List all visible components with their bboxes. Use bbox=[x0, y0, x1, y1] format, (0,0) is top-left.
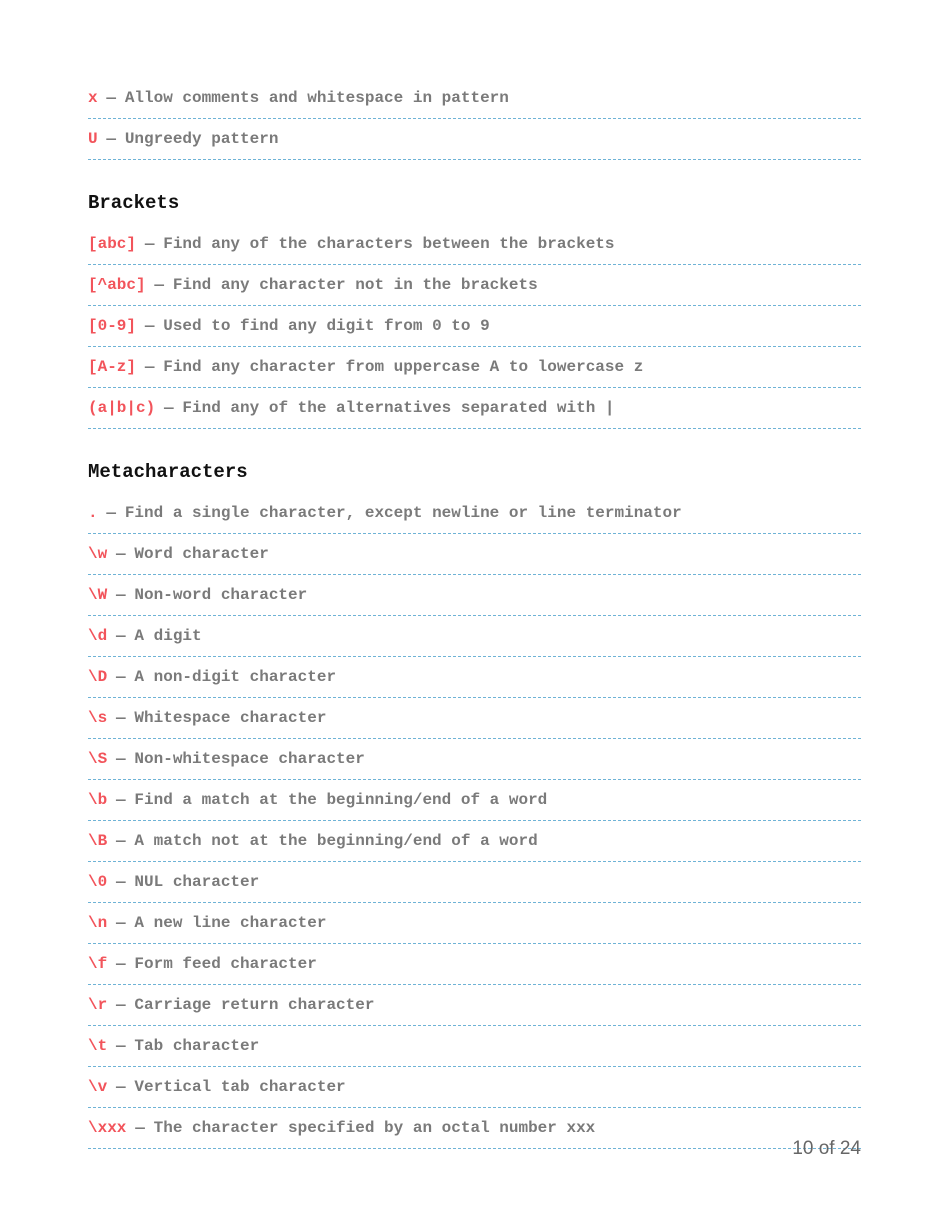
list-item bbox=[88, 1026, 861, 1067]
page-number: 10 of 24 bbox=[792, 1138, 861, 1159]
regex-description: Find any of the alternatives separated with | bbox=[182, 399, 615, 417]
regex-description: A match not at the beginning/end of a word bbox=[134, 832, 538, 850]
regex-code: [^abc] bbox=[88, 276, 146, 294]
regex-code: \B bbox=[88, 832, 108, 850]
regex-description: Carriage return character bbox=[134, 996, 375, 1014]
regex-description: Find a single character, except newline or line terminator bbox=[124, 504, 682, 522]
list-item bbox=[88, 780, 861, 821]
dash: — bbox=[116, 955, 126, 973]
list-item bbox=[88, 903, 861, 944]
regex-description: Find any character from uppercase A to lowercase z bbox=[163, 358, 644, 376]
regex-code: \n bbox=[88, 914, 108, 932]
dash: — bbox=[116, 545, 126, 563]
brackets-list bbox=[88, 224, 861, 429]
list-item bbox=[88, 821, 861, 862]
list-item bbox=[88, 306, 861, 347]
regex-description: Tab character bbox=[134, 1037, 260, 1055]
list-item bbox=[88, 388, 861, 429]
regex-code: [abc] bbox=[88, 235, 137, 253]
dash: — bbox=[144, 358, 155, 376]
list-item bbox=[88, 1067, 861, 1108]
regex-code: \W bbox=[88, 586, 108, 604]
dash: — bbox=[164, 399, 174, 417]
dash: — bbox=[144, 317, 155, 335]
list-item bbox=[88, 616, 861, 657]
list-item bbox=[88, 985, 861, 1026]
regex-description: Whitespace character bbox=[134, 709, 327, 727]
regex-code: \S bbox=[88, 750, 108, 768]
regex-code: (a|b|c) bbox=[88, 399, 156, 417]
regex-description: Find any character not in the brackets bbox=[172, 276, 538, 294]
list-item bbox=[88, 698, 861, 739]
regex-description: Allow comments and whitespace in pattern bbox=[124, 89, 509, 107]
regex-description: Form feed character bbox=[134, 955, 317, 973]
regex-description: Non-whitespace character bbox=[134, 750, 365, 768]
dash: — bbox=[116, 832, 126, 850]
dash: — bbox=[116, 873, 126, 891]
regex-code: . bbox=[88, 504, 98, 522]
regex-description: Word character bbox=[134, 545, 269, 563]
dash: — bbox=[144, 235, 155, 253]
dash: — bbox=[116, 586, 126, 604]
dash: — bbox=[154, 276, 165, 294]
regex-code: \r bbox=[88, 996, 108, 1014]
regex-code: \d bbox=[88, 627, 108, 645]
regex-description: Ungreedy pattern bbox=[124, 130, 279, 148]
dash: — bbox=[116, 750, 126, 768]
list-item bbox=[88, 739, 861, 780]
list-item bbox=[88, 493, 861, 534]
regex-description: Find any of the characters between the brackets bbox=[163, 235, 615, 253]
modifiers-list bbox=[88, 78, 861, 160]
dash: — bbox=[116, 668, 126, 686]
regex-code: \D bbox=[88, 668, 108, 686]
dash: — bbox=[106, 89, 117, 107]
regex-code: \0 bbox=[88, 873, 108, 891]
dash: — bbox=[116, 1037, 126, 1055]
dash: — bbox=[116, 791, 126, 809]
regex-description: Vertical tab character bbox=[134, 1078, 346, 1096]
dash: — bbox=[116, 709, 126, 727]
list-item bbox=[88, 347, 861, 388]
regex-code: U bbox=[88, 130, 98, 148]
list-item bbox=[88, 657, 861, 698]
list-item bbox=[88, 224, 861, 265]
dash: — bbox=[116, 996, 126, 1014]
regex-description: A non-digit character bbox=[134, 668, 337, 686]
dash: — bbox=[116, 1078, 126, 1096]
regex-description: The character specified by an octal number xxx bbox=[153, 1119, 596, 1137]
regex-code: \s bbox=[88, 709, 108, 727]
list-item bbox=[88, 1108, 861, 1149]
regex-description: Find a match at the beginning/end of a word bbox=[134, 791, 548, 809]
regex-code: x bbox=[88, 89, 98, 107]
section-heading-brackets: Brackets bbox=[88, 192, 180, 214]
regex-description: Non-word character bbox=[134, 586, 308, 604]
list-item bbox=[88, 862, 861, 903]
section-heading-metacharacters: Metacharacters bbox=[88, 461, 248, 483]
regex-code: \b bbox=[88, 791, 108, 809]
dash: — bbox=[106, 130, 117, 148]
list-item bbox=[88, 534, 861, 575]
list-item bbox=[88, 78, 861, 119]
list-item bbox=[88, 944, 861, 985]
page-content bbox=[88, 78, 861, 1149]
regex-code: \v bbox=[88, 1078, 108, 1096]
regex-code: \w bbox=[88, 545, 108, 563]
dash: — bbox=[106, 504, 117, 522]
regex-code: \f bbox=[88, 955, 108, 973]
regex-description: NUL character bbox=[134, 873, 260, 891]
regex-code: \t bbox=[88, 1037, 108, 1055]
regex-code: [A-z] bbox=[88, 358, 137, 376]
list-item bbox=[88, 119, 861, 160]
regex-description: A digit bbox=[134, 627, 202, 645]
dash: — bbox=[116, 914, 126, 932]
regex-code: \xxx bbox=[88, 1119, 127, 1137]
regex-code: [0-9] bbox=[88, 317, 137, 335]
dash: — bbox=[116, 627, 126, 645]
list-item bbox=[88, 265, 861, 306]
metacharacters-list bbox=[88, 493, 861, 1149]
dash: — bbox=[135, 1119, 145, 1137]
list-item bbox=[88, 575, 861, 616]
regex-description: A new line character bbox=[134, 914, 327, 932]
regex-description: Used to find any digit from 0 to 9 bbox=[163, 317, 490, 335]
